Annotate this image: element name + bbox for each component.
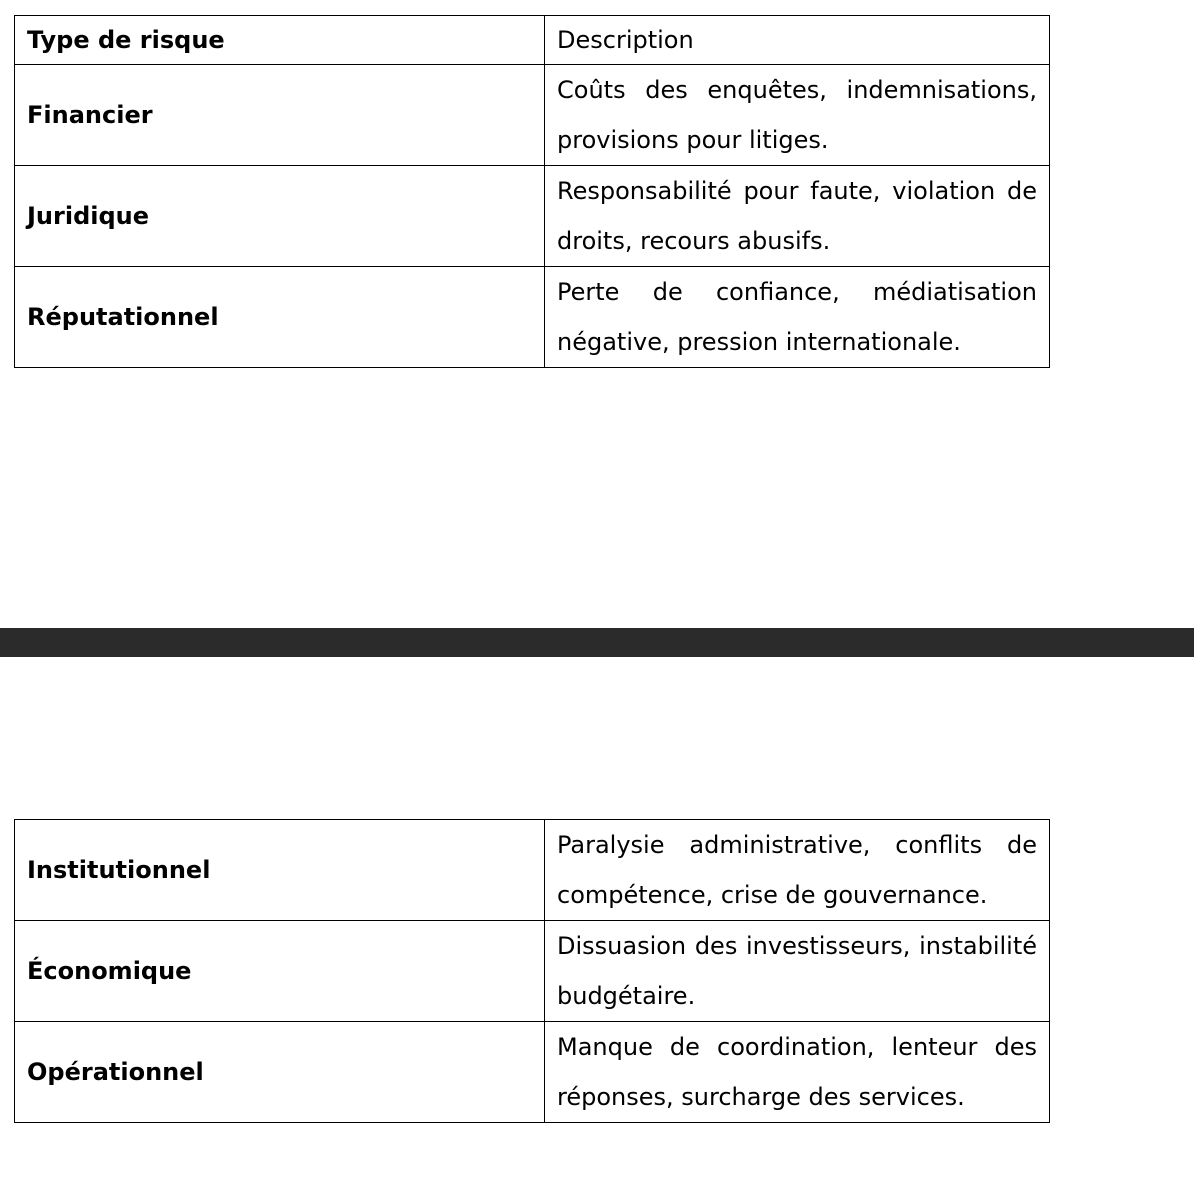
risk-type-cell: Financier bbox=[15, 65, 545, 166]
table-row bbox=[15, 65, 1050, 166]
risk-type-cell: Opérationnel bbox=[15, 1022, 545, 1123]
risk-description-cell: Paralysie administrative, conflits de compétence, crise de gouvernance. bbox=[545, 820, 1050, 921]
table-row bbox=[15, 820, 1050, 921]
risk-type-cell: Juridique bbox=[15, 166, 545, 267]
header-description-cell: Description bbox=[545, 16, 1050, 65]
table-row bbox=[15, 267, 1050, 368]
risk-description-cell: Perte de confiance, médiatisation négative, pression internationale. bbox=[545, 267, 1050, 368]
risk-description-cell: Dissuasion des investisseurs, instabilité budgétaire. bbox=[545, 921, 1050, 1022]
risk-type-cell: Économique bbox=[15, 921, 545, 1022]
risk-type-cell: Réputationnel bbox=[15, 267, 545, 368]
risk-table-bottom bbox=[14, 819, 1050, 1123]
table-row bbox=[15, 1022, 1050, 1123]
header-type-cell: Type de risque bbox=[15, 16, 545, 65]
risk-description-cell: Manque de coordination, lenteur des réponses, surcharge des services. bbox=[545, 1022, 1050, 1123]
risk-description-cell: Coûts des enquêtes, indemnisations, provisions pour litiges. bbox=[545, 65, 1050, 166]
table-row bbox=[15, 921, 1050, 1022]
risk-table-top bbox=[14, 15, 1050, 368]
table-row bbox=[15, 166, 1050, 267]
table-header-row bbox=[15, 16, 1050, 65]
risk-type-cell: Institutionnel bbox=[15, 820, 545, 921]
page-break-divider bbox=[0, 628, 1194, 657]
risk-description-cell: Responsabilité pour faute, violation de droits, recours abusifs. bbox=[545, 166, 1050, 267]
